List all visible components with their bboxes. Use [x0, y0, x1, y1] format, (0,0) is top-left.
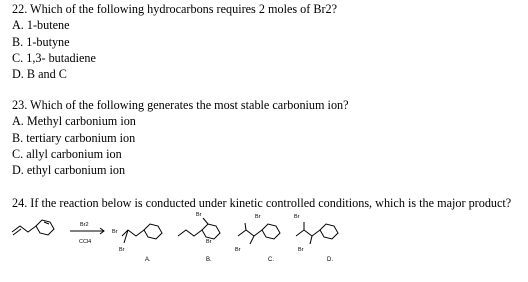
product-b-chain — [178, 230, 202, 236]
q23-option-c: C. allyl carbonium ion — [12, 147, 122, 161]
choice-a-label: A. — [145, 257, 151, 263]
product-c-chain — [238, 230, 262, 236]
question-23-stem: 23. Which of the following generates the most stable carbonium ion? — [12, 98, 349, 112]
q22-option-d: D. B and C — [12, 67, 67, 81]
product-a-br-2: Br — [119, 247, 125, 253]
q23-option-b: B. tertiary carbonium ion — [12, 131, 136, 145]
product-c-ring — [262, 224, 280, 239]
q22-option-b: B. 1-butyne — [12, 35, 70, 49]
choice-d-label: D. — [327, 257, 333, 263]
product-c-br-2: Br — [235, 247, 241, 253]
choice-c-label: C. — [268, 257, 274, 263]
q23-option-a: A. Methyl carbonium ion — [12, 114, 136, 128]
product-d-br-1: Br — [294, 214, 300, 220]
product-b-br-2: Br — [206, 239, 212, 245]
question-22-stem: 22. Which of the following hydrocarbons requires 2 moles of Br2? — [12, 2, 338, 16]
question-24-stem: 24. If the reaction below is conducted under kinetic controlled conditions, which is the major product? — [12, 196, 512, 210]
product-b-br-1: Br — [196, 212, 202, 218]
q22-option-c: C. 1,3- butadiene — [12, 51, 96, 65]
product-a-chain — [122, 230, 144, 236]
choice-b-label: B. — [206, 257, 212, 263]
product-c-br-1: Br — [255, 214, 261, 220]
product-d-br-2: Br — [298, 247, 304, 253]
reagent-solvent: CCl4 — [79, 239, 92, 245]
product-a-ring — [144, 224, 162, 239]
product-d-chain — [296, 230, 320, 236]
reagent-bromine: Br2 — [80, 222, 89, 228]
q22-option-a: A. 1-butene — [12, 18, 70, 32]
reactant-chain — [12, 226, 36, 232]
product-d-ring — [320, 224, 338, 239]
product-a-br-1: Br — [112, 229, 118, 235]
q23-option-d: D. ethyl carbonium ion — [12, 163, 126, 177]
product-b-ring — [202, 224, 220, 239]
